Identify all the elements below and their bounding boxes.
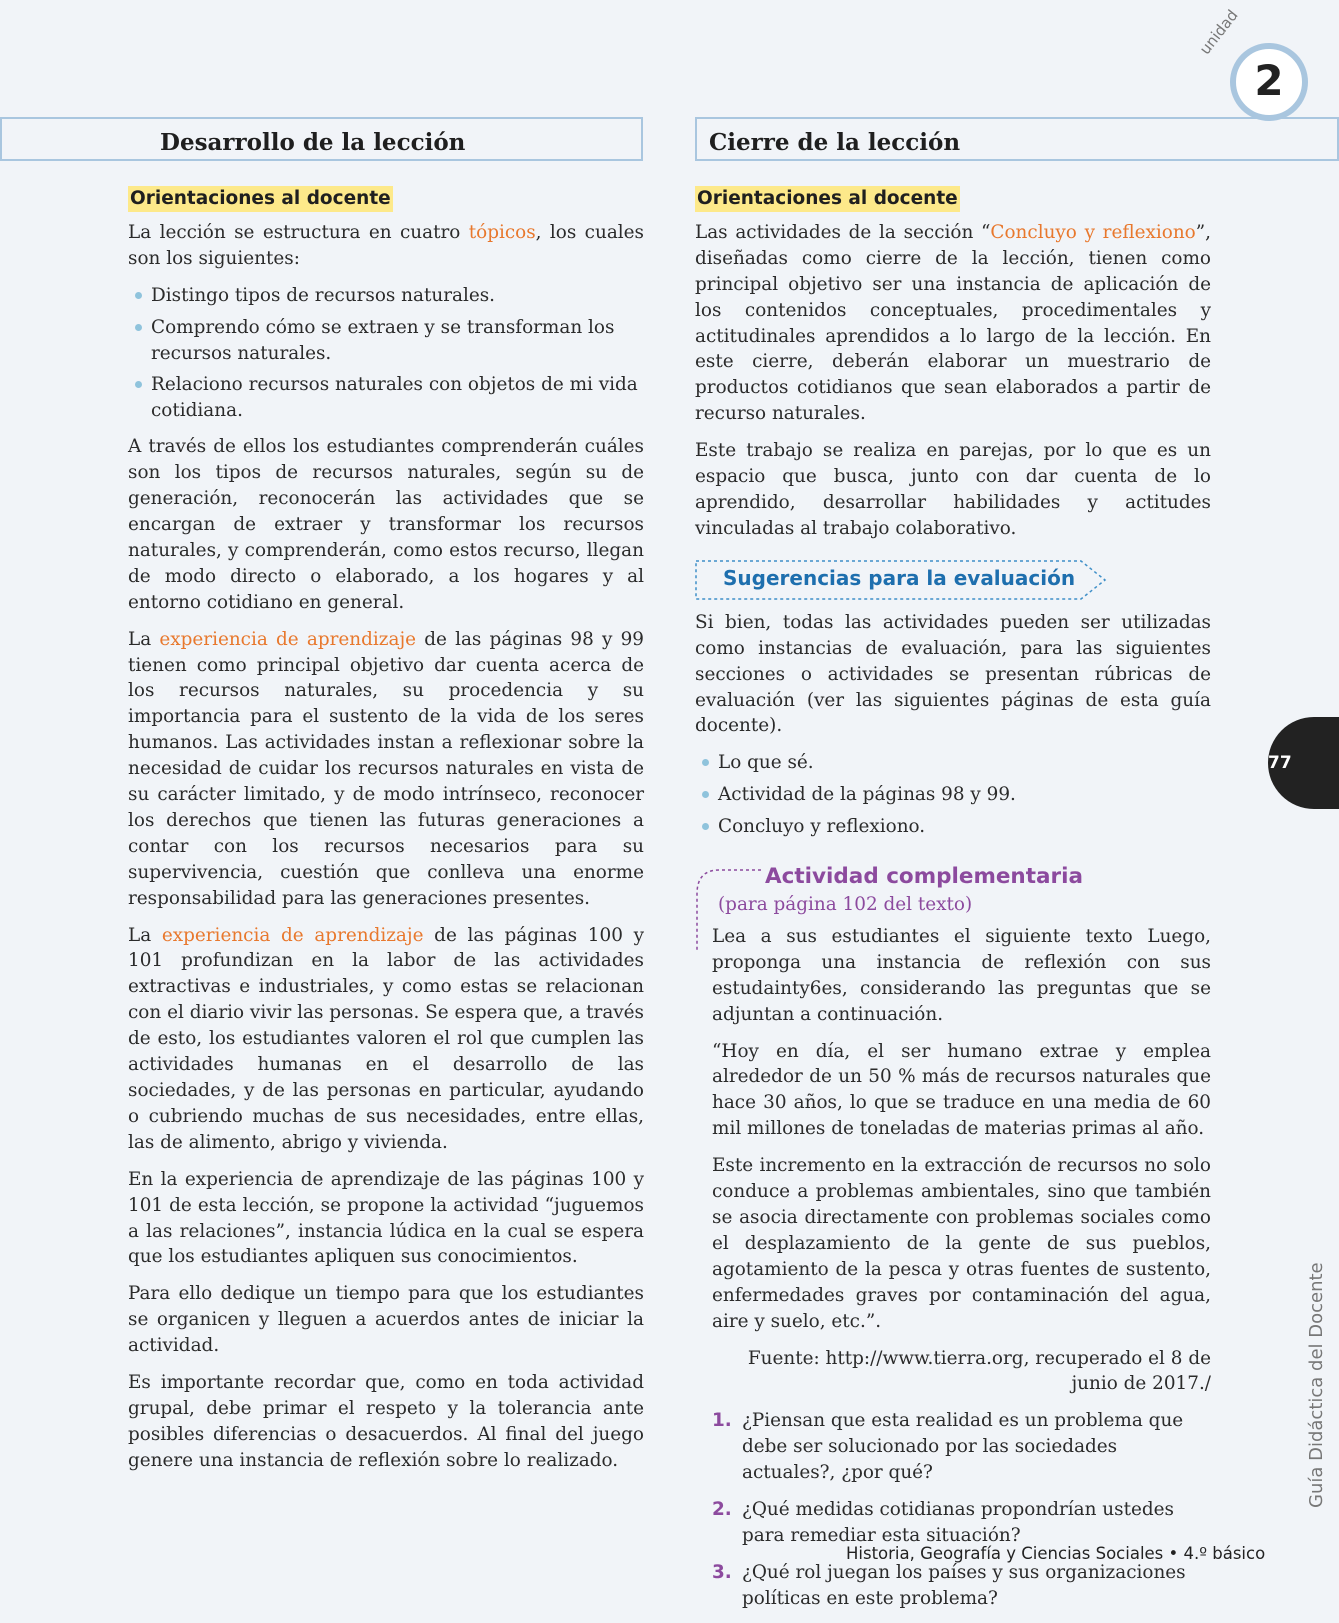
topicos-highlight: tópicos xyxy=(468,221,536,243)
right-column xyxy=(695,186,1211,1623)
question-number: 3. xyxy=(712,1561,732,1583)
activity-bracket-icon xyxy=(695,862,765,954)
list-item: Lo que sé. xyxy=(695,750,1211,776)
list-item xyxy=(712,1408,1211,1486)
activity-body xyxy=(712,924,1211,1397)
list-item: Concluyo y reflexiono. xyxy=(695,814,1211,840)
right-section-title: Cierre de la lección xyxy=(709,129,961,156)
activity-source: Fuente: http://www.tierra.org, recuperado el 8 de junio de 2017./ xyxy=(747,1347,1211,1395)
left-intro-text-a: La lección se estructura en cuatro xyxy=(128,221,469,243)
left-column xyxy=(128,186,644,1485)
right-paragraph-1 xyxy=(695,220,1211,427)
evaluation-list xyxy=(695,750,1211,840)
evaluation-suggestions-title: Sugerencias para la evaluación xyxy=(723,565,1076,590)
unit-number: 2 xyxy=(1254,56,1284,105)
topics-list xyxy=(128,283,644,425)
left-intro xyxy=(128,220,644,272)
activity-quote-1: “Hoy en día, el ser humano extrae y emplea alrededor de un 50 % más de recursos naturales que hace 30 años, lo que se traduce en una media de 60 mil millones de toneladas de materias primas al año. xyxy=(712,1040,1211,1140)
question-text: ¿Qué medidas cotidianas propondrían ustedes para remediar esta situación? xyxy=(742,1499,1174,1546)
question-number: 2. xyxy=(712,1499,732,1521)
activity-instructions: Lea a sus estudiantes el siguiente texto Luego, proponga una instancia de reflexión con sus estudainty6es, considerando las preguntas que se adjuntan a continuación. xyxy=(712,925,1211,1025)
left-paragraph-6: Es importante recordar que, como en toda actividad grupal, debe primar el respeto y la tolerancia ante posibles diferencias o desacuerdos. Al final del juego genere una instancia de reflexión sobre lo realizado. xyxy=(128,1372,644,1471)
experiencia-highlight-2: experiencia de aprendizaje xyxy=(161,924,424,946)
left-orientaciones-label: Orientaciones al docente xyxy=(128,186,393,212)
left-paragraph-4: En la experiencia de aprendizaje de las páginas 100 y 101 de esta lección, se propone la actividad “juguemos a las relaciones”, instancia lúdica en la cual se espera que los estudiantes apliquen sus conocimientos. xyxy=(128,1168,644,1268)
left-p2-text-a: La xyxy=(128,628,160,650)
left-section-title: Desarrollo de la lección xyxy=(160,129,466,156)
right-orientaciones-label: Orientaciones al docente xyxy=(695,186,960,212)
unit-badge xyxy=(1230,43,1308,121)
left-section-header xyxy=(0,117,643,161)
unit-word: unidad xyxy=(1195,6,1242,59)
left-paragraph-5: Para ello dedique un tiempo para que los estudiantes se organicen y lleguen a acuerdos antes de iniciar la actividad. xyxy=(128,1283,644,1357)
right-paragraph-2: Este trabajo se realiza en parejas, por lo que es un espacio que busca, junto con dar cuenta de lo aprendido, desarrollar habilidades y actitudes vinculadas al trabajo colaborativo. xyxy=(695,440,1211,539)
concluyo-highlight: Concluyo y reflexiono xyxy=(990,221,1196,243)
list-item xyxy=(712,1497,1211,1549)
right-p1-text-a: Las actividades de la sección “ xyxy=(695,221,991,243)
left-intro-text-b: , los cuales son los siguientes: xyxy=(128,221,644,269)
activity-quote-2: Este incremento en la extracción de recursos no solo conduce a problemas ambientales, sino que también se asocia directamente con problemas sociales como el desplazamiento de la gente de sus pueblos, agotamiento de la pesca y otras fuentes de sustento, enfermedades graves por contaminación del agua, aire y suelo, etc.”. xyxy=(712,1155,1211,1332)
page-number: 77 xyxy=(1268,753,1292,773)
question-number: 1. xyxy=(712,1410,732,1432)
list-item: Distingo tipos de recursos naturales. xyxy=(128,283,644,309)
complementary-activity xyxy=(695,862,1211,1612)
left-paragraph-2 xyxy=(128,627,644,912)
right-p1-text-b: ”, diseñadas como cierre de la lección, tienen como principal objetivo ser una instancia de aplicación de los contenidos conceptuales, procedimentales y actitudinales aprendidos a lo largo de la lección. En este cierre, deberán elaborar un muestrario de productos cotidianos que sean elaborados a partir de recurso naturales. xyxy=(695,221,1211,425)
left-p3-text-a: La xyxy=(128,924,162,946)
list-item: Relaciono recursos naturales con objetos de mi vida cotidiana. xyxy=(128,372,644,424)
left-p2-text-b: de las páginas 98 y 99 tienen como principal objetivo dar cuenta acerca de los recursos naturales, su procedencia y su importancia para el sustento de la vida de los seres humanos. Las actividades instan a reflexionar sobre la necesidad de cuidar los recursos naturales en vista de su carácter limitado, y de modo intrínseco, reconocer los derechos que tienen las futuras generaciones a contar con los recursos necesarios para su supervivencia, cuestión que conlleva una enorme responsabilidad para las generaciones presentes. xyxy=(128,628,644,909)
question-text: ¿Qué rol juegan los países y sus organizaciones políticas en este problema? xyxy=(742,1561,1186,1609)
questions-list xyxy=(712,1408,1211,1611)
list-item: Actividad de la páginas 98 y 99. xyxy=(695,782,1211,808)
side-label: Guía Didáctica del Docente xyxy=(1306,1262,1327,1508)
evaluation-suggestions-banner xyxy=(695,560,1107,600)
list-item xyxy=(712,1560,1211,1612)
footer-text: Historia, Geografía y Ciencias Sociales • 4.º básico xyxy=(846,1544,1266,1563)
activity-title: Actividad complementaria xyxy=(765,864,1084,890)
left-p3-text-b: de las páginas 100 y 101 profundizan en la labor de las actividades extractivas e industriales, y como estas se relacionan con el diario vivir las personas. Se espera que, a través de esto, los estudiantes valoren el rol que cumplen las actividades humanas en el desarrollo de las sociedades, y de las personas en particular, ayudando o cubriendo muchas de sus necesidades, entre ellas, las de alimento, abrigo y vivienda. xyxy=(128,924,644,1153)
experiencia-highlight-1: experiencia de aprendizaje xyxy=(159,628,417,650)
activity-subtitle: (para página 102 del texto) xyxy=(718,894,973,916)
evaluation-text: Si bien, todas las actividades pueden ser utilizadas como instancias de evaluación, para las siguientes secciones o actividades se presentan rúbricas de evaluación (ver las siguientes páginas de esta guía docente). xyxy=(695,611,1211,737)
right-section-header xyxy=(695,117,1339,161)
question-text: ¿Piensan que esta realidad es un problema que debe ser solucionado por las sociedades actuales?, ¿por qué? xyxy=(742,1410,1184,1484)
left-paragraph-1: A través de ellos los estudiantes comprenderán cuáles son los tipos de recursos naturales, según su de generación, reconocerán las actividades que se encargan de extraer y transformar los recursos naturales, y comprenderán, como estos recurso, llegan de modo directo o elaborado, a los hogares y al entorno cotidiano en general. xyxy=(128,436,644,613)
list-item: Comprendo cómo se extraen y se transforman los recursos naturales. xyxy=(128,315,644,367)
page-number-tab xyxy=(1268,717,1339,809)
left-paragraph-3 xyxy=(128,923,644,1156)
